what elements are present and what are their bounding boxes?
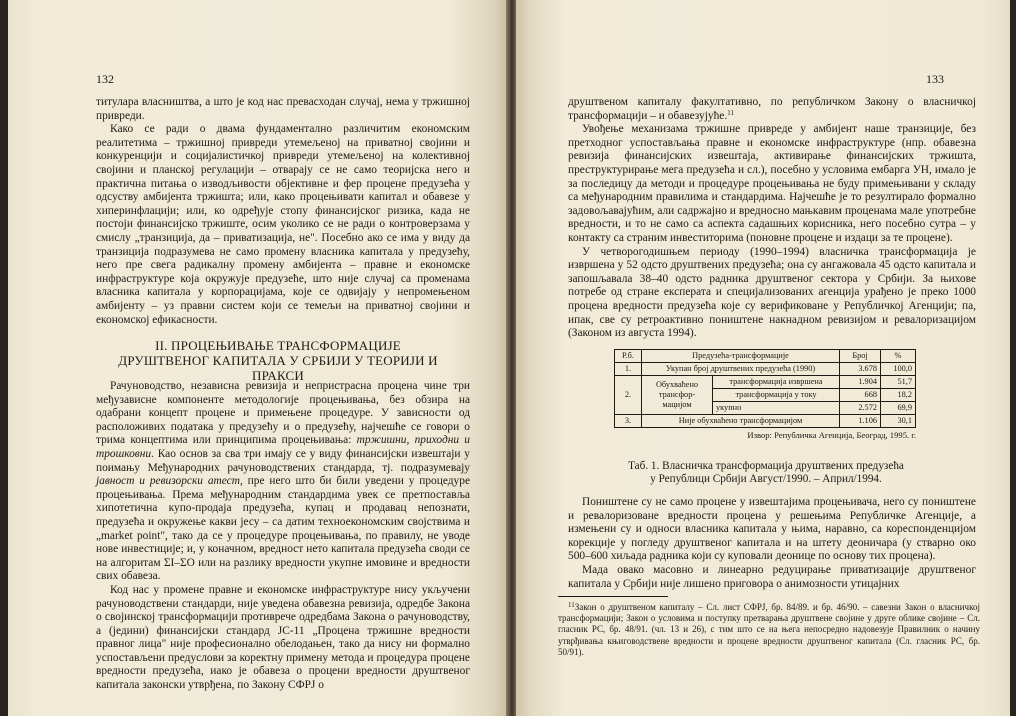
right-page — [516, 0, 1010, 716]
cell: 30,1 — [881, 415, 916, 428]
cell: 2.572 — [840, 402, 881, 415]
cell: 1.106 — [840, 415, 881, 428]
table-header-row — [615, 350, 916, 363]
cell: 69,9 — [881, 402, 916, 415]
cell: Укупан број друштвених предузећа (1990) — [642, 363, 840, 376]
table-row — [615, 363, 916, 376]
col-header: Број — [840, 350, 881, 363]
col-header: % — [881, 350, 916, 363]
footnote — [558, 602, 980, 658]
col-header: Р.б. — [615, 350, 642, 363]
cell: 2. — [615, 376, 642, 415]
italic-terms: тржишни, приходни и трошковни — [96, 434, 470, 460]
page-number-left: 132 — [96, 72, 114, 86]
caption-line: у Републици Србији Август/1990. – Април/1994. — [650, 473, 882, 485]
page-number-right: 133 — [926, 72, 944, 86]
paragraph — [96, 380, 470, 584]
table-caption — [616, 460, 916, 486]
text-run: . Као основ за сва три имају се у виду финансијски извештаји у поимању Међународних рачуноводствених стандарда, тј. подразумевају — [96, 447, 470, 474]
col-header: Предузећа-трансформације — [642, 350, 840, 363]
paragraph: титулара власништва, а што је код нас превасходан случај, нема у тржишној привреди. — [96, 96, 470, 122]
paragraph: Поништене су не само процене у извештајима процењивача, него су поништене и ревалоризоване вредности процена у решењима Републичке Агенције, а измењени су и односи власника капитала у њима, наравно, са кореспонденцијом корекције у погледу друштвеног капитала и на штету деоничара (у стварно око 500–600 хиљада радника који су куповали деонице по основу тих процена). — [568, 496, 976, 563]
caption-line: Таб. 1. Власничка трансформација друштвених предузећа — [628, 460, 904, 472]
footnote-rule — [558, 596, 668, 597]
cell: 3.678 — [840, 363, 881, 376]
paragraph: Како се ради о двама фундаментално различитим економским реалитетима – тржишној привреди утемељеној на приватној својини и конкуренцији и социјалистичкој привреди утемељеној на колективној својини и планској регулацији – отварају се не само теоријска него и практична питања о изводљивости објективне и фер процене предузећа у одсуству амбијента тржишта; или, како процењивати капитал и обавезе у хиперинфлацији; или, ко одређује стопу финансијског ризика, када не постоји финансијско тржиште, осим уколико се не ради о контроверзама у смислу „транзиција, да – приватизација, не". Посебно ако се има у виду да транзиција подразумева не само промену власника капитала у предузећу, него пре свега радикалну промену амбијента – правне и економске инфраструктуре која окружује предузеће, што није случај са променама власника капитала у корпорацијама, које се одвијају у непромењеном амбијенту – уз правни систем који се темељи на приватној својини и економској ефикасности. — [96, 123, 470, 326]
cell: 1. — [615, 363, 642, 376]
cell: Није обухваћено трансформацијом — [642, 415, 840, 428]
cell: трансформација извршена — [713, 376, 840, 389]
footnote-number: 11 — [568, 601, 575, 609]
footnote-text — [558, 602, 980, 658]
table-source: Извор: Републичка Агенција, Београд, 1995. г. — [747, 430, 916, 440]
text-run: Закон о друштвеном капиталу – Сл. лист СФРЈ, бр. 84/89. и бр. 46/90. – савезни Закон о власничкој трансформацији; Закон о условима и поступку претварања друштвене својине у друге облике својине – Сл. гласник РС, бр. 48/91. (чл. 13 и 26), с тим што се на њега непосредно надовезује Правилник о начину утврђивања књиговодствене вредности и процене вредности друштвеног капитала (Сл. гласник РС, бр. 50/91). — [558, 602, 980, 657]
cell: 1.904 — [840, 376, 881, 389]
paragraph: Мада овако масовно и линеарно редуцирање приватизације друштвеног капитала у Србији није лишено приговора о анимозности утицајних — [568, 563, 976, 590]
cell: Обухваћено трансфор-мацијом — [642, 376, 713, 415]
left-body-top — [96, 96, 470, 327]
paragraph: У четворогодишњем периоду (1990–1994) власничка трансформација је извршена у 52 одсто друштвених предузећа; она су ангажовала 45 одсто капитала и запошљавала 38–40 одсто радника друштвеног сектора у Србији. За њихове потребе од стране експерата и специјализованих агенција урађено је преко 1000 процена вредности предузећа које су верификоване у Републичкој Агенцији; па, ипак, све су ретроактивно поништене накнадном ревизијом и ревалоризацијом (Законом из августа 1994). — [568, 245, 976, 340]
data-table — [614, 349, 916, 428]
cell: 3. — [615, 415, 642, 428]
cell: 668 — [840, 389, 881, 402]
paragraph: Увођење механизама тржишне привреде у амбијент наше транзиције, без претходног успостављања правне и економске инфраструктуре (нпр. обавезна ревизија финансијских извештаја, активирање финансијских тржишта, преструктурирање мега предузећа и сл.), посебно у условима ембарга УН, имало је за последицу да методи и процедуре процењивања не буду примењивани у складу са међународним правилима и стандардима. Најчешће је то резултирало формално задовољавајућим, али садржајно и вредносно мањкавим проценама мале употребне вредности, и то не само са аспекта садашњих корисника, него посебно сутра – у контакту са страним инвеститорима (поновне процене и издаци за те процене). — [568, 123, 976, 244]
italic-terms: јавност и ревизорски атест — [96, 475, 240, 488]
table-row — [615, 376, 916, 389]
cell: 51,7 — [881, 376, 916, 389]
transformation-table — [614, 349, 916, 440]
paragraph — [568, 96, 976, 123]
text-run: , пре него што би били уведени у процедуре процењивања. Према међународним стандардима увек се претпоставља хипотетична купо-продаја предузећа, купац и продавац непознати, предузећа и окружење какви јесу – са датим техноекономским својствима и „market point", тако да се у процедуре процењивања, по правилу, не уводе нове инвестиције; и, у коначном, вредност нето капитала предузећа своди се на алгоритам ΣΙ–ΣΟ или на разлику вредности укупне имовине и вредности свих обавеза. — [96, 475, 470, 583]
cell: трансформација у току — [713, 389, 840, 402]
section-heading: II. ПРОЦЕЊИВАЊЕ ТРАНСФОРМАЦИЈЕ ДРУШТВЕНОГ КАПИТАЛА У СРБИЈИ У ТЕОРИЈИ И ПРАКСИ — [118, 338, 438, 383]
table-row — [615, 415, 916, 428]
right-body-top — [568, 96, 976, 341]
cell: 100,0 — [881, 363, 916, 376]
cell: 18,2 — [881, 389, 916, 402]
right-body-bottom — [568, 496, 976, 591]
paragraph: Код нас у промене правне и економске инфраструктуре нису укључени рачуноводствени стандарди, није уведена обавезна ревизија, одредбе Закона о својинској трансформацији противрече одредбама Закона о рачуноводству, а (једини) финансијски стандард ЈС-11 „Процена тржишне вредности правног лица" није професионално обелодањен, тако да нису ни формално успостављени предуслови за коректну примену метода и процедура процене вредности предузећа, иако је обавеза о процени вредности друштвеног капитала законски утврђена, по Закону СФРЈ о — [96, 583, 470, 692]
footnote-ref: 11 — [727, 108, 734, 117]
cell: укупно — [713, 402, 840, 415]
text-run: Рачуноводство, независна ревизија и непристрасна процена чине три међузависне компоненте методологије процењивања, без обзира на одабрани концепт процене и примењене процедуре. У зависности од расположивих података у предузећу и о предузећу, најчешће се говори о трима концептима или принципима процењивања: — [96, 380, 470, 447]
left-body-bottom — [96, 380, 470, 693]
text-run: друштвеном капиталу факултативно, по републичком Закону о власничкој трансформацији – и обавезујуће. — [568, 96, 976, 122]
left-page — [8, 0, 508, 716]
